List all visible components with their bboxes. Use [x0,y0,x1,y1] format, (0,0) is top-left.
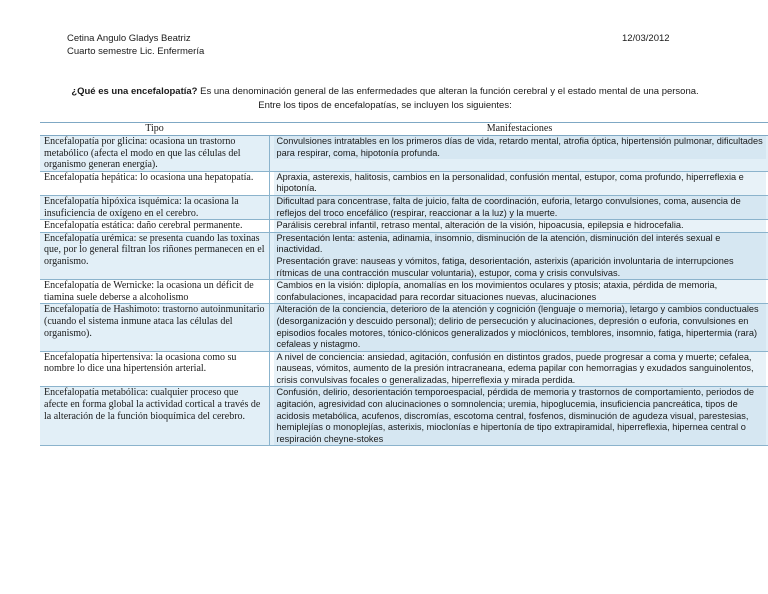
course-label: Cuarto semestre Lic. Enfermería [67,46,205,57]
manifestaciones-text [274,352,767,387]
manifestaciones-text [274,304,767,350]
cell-manifestaciones [269,387,768,446]
cell-manifestaciones [269,171,768,195]
cell-manifestaciones [269,232,768,279]
cell-manifestaciones [269,195,768,219]
manifestaciones-text [274,387,767,445]
manifestacion-paragraph: Presentación grave: nauseas y vómitos, fatiga, desorientación, asterixis (aparición involuntaria de interrupciones rítmicas de una contracción muscular voluntaria), estupor, coma y crisis convulsivas. [276,255,734,278]
cell-manifestaciones [269,304,768,351]
cell-tipo: Encefalopatía metabólica: cualquier proceso que afecte en forma global la actividad cortical a través de la alteración de la función bioquímica del cerebro. [40,387,269,446]
cell-tipo: Encefalopatía hipertensiva: la ocasiona como su nombre lo dice una hipertensión arterial. [40,351,269,387]
manifestacion-paragraph: Alteración de la conciencia, deterioro de la atención y cognición (lenguaje o memoria), letargo y cambios conductuales (desorganización y descuido personal); delirio de persecución y alucinaciones, depresión o euforia, convulsiones en episodios focales motores, tónico-clónicos generalizados y mioclónicos, temblores, insomnio, fatiga, hipertermia (rara) cefaleas y nistagmo. [276,304,759,350]
manifestaciones-text [274,136,767,159]
table-row [40,351,768,387]
intro-question: ¿Qué es una encefalopatía? [71,86,198,97]
cell-tipo: Encefalopatía estática: daño cerebral permanente. [40,220,269,233]
author-name: Cetina Angulo Gladys Beatriz [67,33,191,44]
manifestaciones-text [274,233,767,279]
table-row [40,280,768,304]
cell-tipo: Encefalopatía de Hashimoto: trastorno autoinmunitario (cuando el sistema inmune ataca las células del organismo). [40,304,269,351]
manifestacion-paragraph: Dificultad para concentrase, falta de juicio, falta de coordinación, euforia, letargo convulsiones, coma, ausencia de reflejos del troco encefálico (respirar, reaccionar a la luz) y la muerte. [276,195,741,218]
manifestacion-paragraph: A nivel de conciencia: ansiedad, agitación, confusión en distintos grados, puede progresar a coma y muerte; cefalea, nauseas, vómitos, aumento de la presión intracraneana, edema papilar con hemorragias y exudados sanguinolentos, crisis convulsivas focales o generalizadas, hiperreflexia y mirada perdida. [276,351,754,385]
table-header-row [40,123,768,136]
table-row [40,136,768,172]
cell-manifestaciones [269,280,768,304]
encephalopathy-table [40,122,768,446]
manifestacion-paragraph: Confusión, delirio, desorientación temporoespacial, pérdida de memoria y trastornos de comportamiento, periodos de agitación, agresividad con alucinaciones o somnolencia; uremia, hipoglucemia, insuficiencia pancreática, tipos de acidosis metabólica, acufenos, discromías, escotoma central, fosfenos, disminución de agudeza visual, parestesias, hemiplejías o monoplejías, asterixis, mioclonías e hipertonía de tipo extrapiramidal, hiperreflexia, hipernea central o respiración cheyne-stokes [276,387,754,444]
table-body [40,136,768,446]
table-row [40,220,768,233]
cell-manifestaciones [269,220,768,233]
cell-tipo: Encefalopatía hipóxica isquémica: la ocasiona la insuficiencia de oxígeno en el cerebro. [40,195,269,219]
table-row [40,171,768,195]
table-row [40,387,768,446]
intro-paragraph [60,85,710,113]
manifestacion-paragraph: Convulsiones intratables en los primeros días de vida, retardo mental, atrofia óptica, hipertensión pulmonar, dificultades para respirar, coma, hipotonía profunda. [276,136,763,158]
manifestacion-paragraph: Cambios en la visión: diplopía, anomalías en los movimientos oculares y ptosis; ataxia, pérdida de memoria, confabulaciones, incapacidad para recordar situaciones nuevas, alucinaciones [276,280,718,302]
manifestaciones-text [274,220,767,232]
column-header-tipo: Tipo [40,123,269,136]
table-row [40,304,768,351]
cell-manifestaciones [269,351,768,387]
cell-tipo: Encefalopatía de Wernicke: la ocasiona un déficit de tiamina suele deberse a alcoholismo [40,280,269,304]
manifestaciones-text [274,172,767,195]
cell-tipo: Encefalopatía hepática: lo ocasiona una hepatopatía. [40,171,269,195]
cell-tipo: Encefalopatía urémica: se presenta cuando las toxinas que, por lo general filtran los riñones permanecen en el organismo. [40,232,269,279]
manifestaciones-text [274,196,767,219]
manifestacion-paragraph: Parálisis cerebral infantil, retraso mental, alteración de la visión, hipoacusia, epilepsia e hidrocefalia. [276,220,684,231]
manifestaciones-text [274,280,767,303]
intro-text: Es una denominación general de las enfermedades que alteran la función cerebral y el estado mental de una persona. Entre los tipos de encefalopatías, se incluyen los siguientes: [197,86,699,111]
manifestacion-paragraph: Presentación lenta: astenia, adinamia, insomnio, disminución de la atención, disminución del interés sexual e inactividad. [276,232,721,255]
table-row [40,232,768,279]
document-date: 12/03/2012 [622,33,670,44]
cell-tipo: Encefalopatía por glicina: ocasiona un trastorno metabólico (afecta el modo en que las células del organismo generan energía). [40,136,269,172]
table-row [40,195,768,219]
manifestacion-paragraph: Apraxia, asterexis, halitosis, cambios en la personalidad, confusión mental, estupor, coma profundo, hiperreflexia e hipotonía. [276,171,744,194]
cell-manifestaciones [269,136,768,172]
column-header-manifestaciones: Manifestaciones [269,123,768,136]
